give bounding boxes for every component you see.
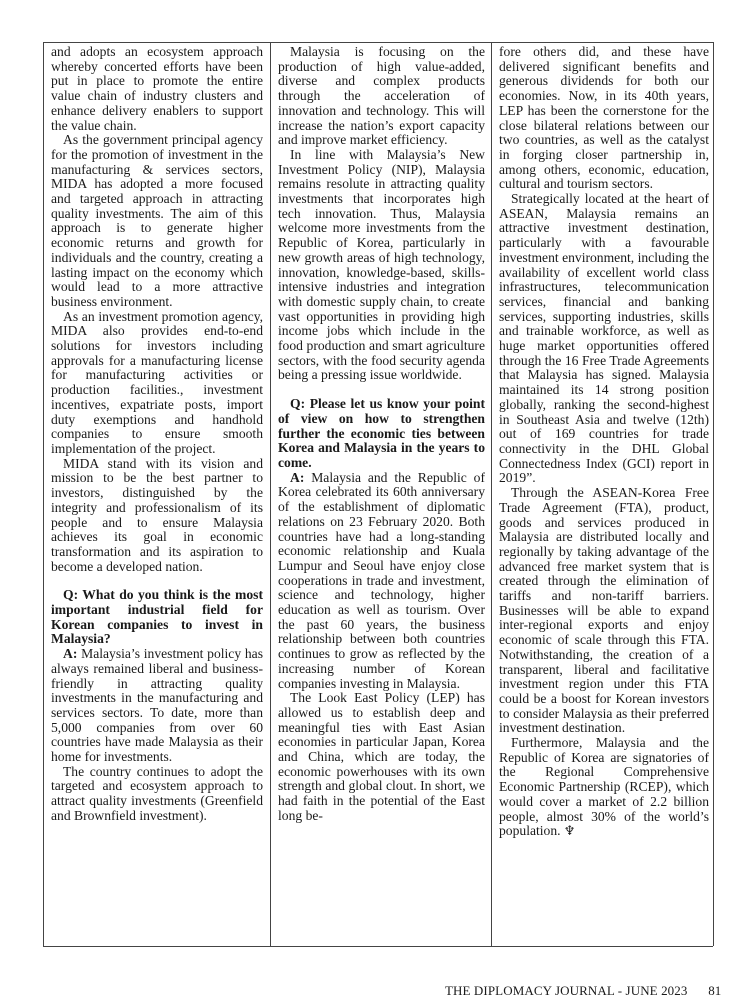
paragraph-text: In line with Malaysia’s New Investment Policy (NIP), Malaysia remains resolute in attracting quality investments that incorporates high tech innovation. Thus, Malaysia welcome more investments from the Republic of Korea, particularly in new growth areas of high technology, innovation, knowledge-based, skills-intensive industries and integration with domestic supply chain, to create vast opportunities in providing high income jobs which include in the food production and smart agriculture sectors, with the food security agenda being a pressing issue worldwide. [278,146,485,383]
interview-answer [278,471,485,692]
bottom-border [43,946,713,947]
body-paragraph [51,765,263,824]
body-paragraph [51,310,263,457]
body-paragraph [499,486,709,736]
answer-text: Malaysia and the Republic of Korea celebrated its 60th anniversary of the establishment of diplomatic relations on 23 February 2020. Both countries have had a long-standing economic relationship and Kuala Lumpur and Seoul have enjoy close cooperations in trade and investment, science and technology, higher education as well as tourism. Over the past 60 years, the business relationship between both countries continues to grow as reflected by the increasing number of Korean companies investing in Malaysia. [278,469,485,691]
body-paragraph [499,192,709,486]
column-divider [491,42,492,946]
paragraph-text: The country continues to adopt the targeted and ecosystem approach to attract quality investments (Greenfield and Brownfield investment). [51,763,263,823]
body-paragraph [278,45,485,148]
page-number: 81 [708,983,722,998]
publication-name: THE DIPLOMACY JOURNAL - JUNE 2023 [445,983,688,998]
text-column-1 [51,45,263,945]
paragraph-text: Malaysia is focusing on the production of high value-added, diverse and complex products through the acceleration of innovation and technology. This will increase the nation’s export capacity and improve market efficiency. [278,45,485,148]
end-mark-icon: ♆ [560,823,576,839]
left-border [43,42,44,946]
answer-label: A: [290,469,305,485]
paragraph-text: Through the ASEAN-Korea Free Trade Agreement (FTA), product, goods and services produced in Malaysia are distributed locally and regionally by taking advantage of the advanced free market system that is created through the elimination of tariffs and non-tariff barriers. Businesses will be able to expand inter-regional exports and enjoy economic of scale through this FTA. Notwithstanding, the creation of a transparent, liberal and facilitative investment region under this FTA could be a boost for Korean investors to consider Malaysia as their preferred investment destination. [499,485,709,736]
right-border [713,42,714,946]
column-divider [270,42,271,946]
body-paragraph [278,691,485,823]
answer-text: Malaysia’s investment policy has always remained liberal and business-friendly in attracting quality investments in the manufacturing and services sectors. To date, more than 5,000 companies from over 60 countries have made Malaysia as their home for investments. [51,646,263,765]
interview-question: Q: What do you think is the most important industrial field for Korean companies to invest in Malaysia? [51,587,263,647]
paragraph-text: The Look East Policy (LEP) has allowed us to establish deep and meaningful ties with East Asian economies in particular Japan, Korea and China, which are today, the economic powerhouses with its own strength and global clout. In short, we had faith in the potential of the East long be- [278,690,485,823]
body-paragraph [499,736,709,839]
body-paragraph [51,133,263,309]
body-paragraph [51,457,263,575]
interview-question: Q: Please let us know your point of view on how to strengthen further the economic ties between Korea and Malaysia in the years to come. [278,396,485,470]
paragraph-text: As an investment promotion agency, MIDA also provides end-to-end solutions for investors including approvals for a manufacturing license for manufacturing activities or production facilities., investment incentives, expatriate posts, import duty exemptions and handhold companies to ensure smooth implementation of the project. [51,308,263,456]
paragraph-text: As the government principal agency for the promotion of investment in the manufacturing & services sectors, MIDA has adopted a more focused and targeted approach in attracting quality investments. The aim of this approach is to generate higher economic returns and growth for individuals and the country, creating a lasting impact on the economy which would lead to a more attractive business environment. [51,132,263,309]
interview-answer [51,647,263,765]
continued-paragraph [499,45,709,192]
top-border [43,42,713,43]
paragraph-text: MIDA stand with its vision and mission to be the best partner to investors, distinguished by the integrity and professionalism of its people and to ensure Malaysia achieves its goal in economic transformation and its aspiration to become a developed nation. [51,455,263,574]
paragraph-text: Strategically located at the heart of ASEAN, Malaysia remains an attractive investment destination, particularly with a favourable investment environment, including the availability of excellent world class infrastructures, telecommunication services, financial and banking services, supporting industries, skills and trainable workforce, as well as huge market opportunities offered through the 16 Free Trade Agreements that Malaysia has signed. Malaysia maintained its 14 strong position globally, ranking the second-highest in Southeast Asia and twelve (12th) out of 169 countries for trade connectivity in the DHL Global Connectedness Index (GCI) report in 2019”. [499,191,709,486]
body-paragraph [278,148,485,383]
text-column-3 [499,45,709,945]
paragraph-text: and adopts an ecosystem approach whereby concerted efforts have been put in place to promote the entire value chain of industry clusters and enhance delivery enablers to support the value chain. [51,45,263,133]
text-column-2 [278,45,485,945]
continued-paragraph [51,45,263,133]
paragraph-text: fore others did, and these have delivered significant benefits and generous dividends for both our economies. Now, in its 40th years, LEP has been the cornerstone for the close bilateral relations between our two countries, as well as the catalyst in forging closer partnership in, among others, economic, education, cultural and tourism sectors. [499,45,709,192]
answer-label: A: [63,646,78,662]
paragraph-text: Furthermore, Malaysia and the Republic of Korea are signatories of the Regional Comprehensive Economic Partnership (RCEP), which would cover a market of 2.2 billion people, almost 30% of the world’s population. [499,735,709,839]
page-footer [445,983,721,999]
